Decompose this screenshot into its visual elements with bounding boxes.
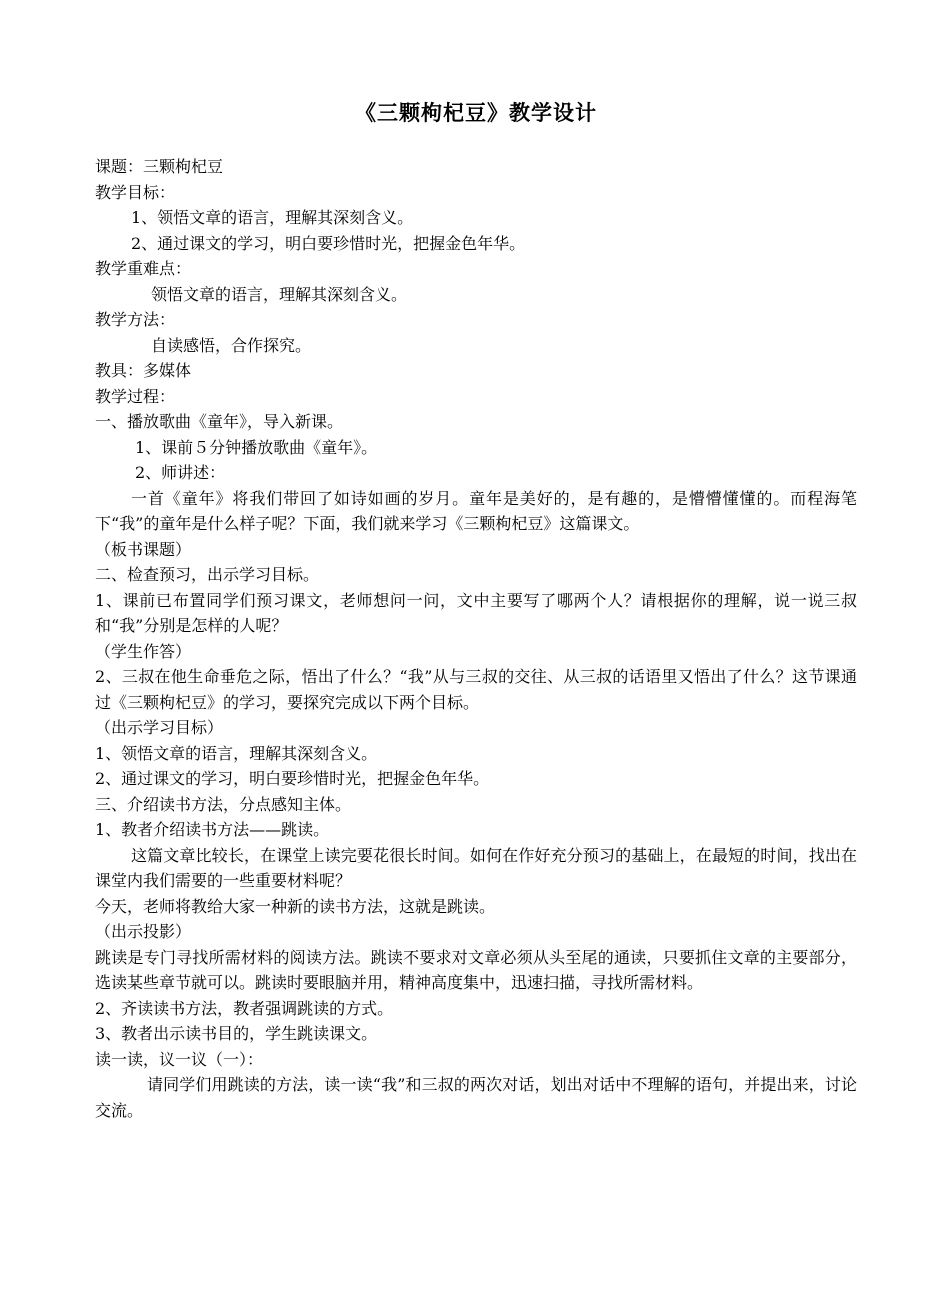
process-step-2: 二、检查预习，出示学习目标。 [95, 565, 320, 584]
process-step-3: 三、介绍读书方法，分点感知主体。 [95, 794, 352, 814]
skim-reading-paragraph: 这篇文章比较长，在课堂上读完要花很长时间。如何在作好充分预习的基础上，在最短的时间，找出在课堂内我们需要的一些重要材料呢？ [95, 845, 857, 890]
process-step-2-item-2: 2、三叔在他生命垂危之际，悟出了什么？“我”从与三叔的交往、从三叔的话语里又悟出了什么？这节课通过《三颗枸杞豆》的学习，要探究完成以下两个目标。 [95, 667, 857, 712]
process-step-2-item-1: 1、课前已布置同学们预习课文，老师想问一问，文中主要写了哪两个人？请根据你的理解，说一说三叔和“我”分别是怎样的人呢？ [95, 590, 857, 635]
process-step-3-item-1: 1、教者介绍读书方法——跳读。 [95, 820, 330, 839]
objective-item-1: 1、领悟文章的语言，理解其深刻含义。 [131, 208, 414, 227]
read-discuss-heading: 读一读，议一议（一）： [95, 1049, 264, 1069]
methods-text: 自读感悟，合作探究。 [151, 335, 312, 355]
narration-paragraph: 一首《童年》将我们带回了如诗如画的岁月。童年是美好的，是有趣的，是懵懵懂懂的。而程海笔下“我”的童年是什么样子呢？下面，我们就来学习《三颗枸杞豆》这篇课文。 [95, 488, 857, 533]
process-step-1: 一、播放歌曲《童年》，导入新课。 [95, 412, 344, 431]
note-show-projection: （出示投影） [95, 922, 192, 941]
section-heading-objectives: 教学目标： [95, 182, 176, 202]
learning-objective-1: 1、领悟文章的语言，理解其深刻含义。 [95, 743, 378, 763]
process-step-1-item-1: 1、课前５分钟播放歌曲《童年》。 [135, 437, 378, 457]
teaching-aids: 教具：多媒体 [95, 361, 192, 380]
process-step-3-item-3: 3、教者出示读书目的，学生跳读课文。 [95, 1024, 378, 1043]
new-method-intro: 今天，老师将教给大家一种新的读书方法，这就是跳读。 [95, 896, 496, 916]
process-step-3-item-2: 2、齐读读书方法，教者强调跳读的方式。 [95, 998, 394, 1018]
section-heading-methods: 教学方法： [95, 310, 176, 329]
document-page [95, 98, 857, 1123]
note-board-title: （板书课题） [95, 539, 192, 559]
section-heading-key-points: 教学重难点： [95, 259, 192, 278]
document-title: 《三颗枸杞豆》教学设计 [355, 101, 597, 125]
section-heading-process: 教学过程： [95, 386, 176, 406]
note-show-objectives: （出示学习目标） [95, 718, 224, 737]
key-points-text: 领悟文章的语言，理解其深刻含义。 [151, 284, 408, 304]
learning-objective-2: 2、通过课文的学习，明白要珍惜时光，把握金色年华。 [95, 769, 490, 788]
read-discuss-paragraph: 请同学们用跳读的方法，读一读“我”和三叔的两次对话，划出对话中不理解的语句，并提出来，讨论交流。 [95, 1075, 857, 1120]
process-step-1-item-2: 2、师讲述： [135, 463, 226, 482]
lesson-topic: 课题：三颗枸杞豆 [95, 157, 224, 176]
objective-item-2: 2、通过课文的学习，明白要珍惜时光，把握金色年华。 [131, 233, 526, 253]
skim-reading-definition: 跳读是专门寻找所需材料的阅读方法。跳读不要求对文章必须从头至尾的通读，只要抓住文章的主要部分，选读某些章节就可以。跳读时要眼脑并用，精神高度集中，迅速扫描，寻找所需材料。 [95, 947, 857, 992]
note-student-answer: （学生作答） [95, 641, 192, 661]
